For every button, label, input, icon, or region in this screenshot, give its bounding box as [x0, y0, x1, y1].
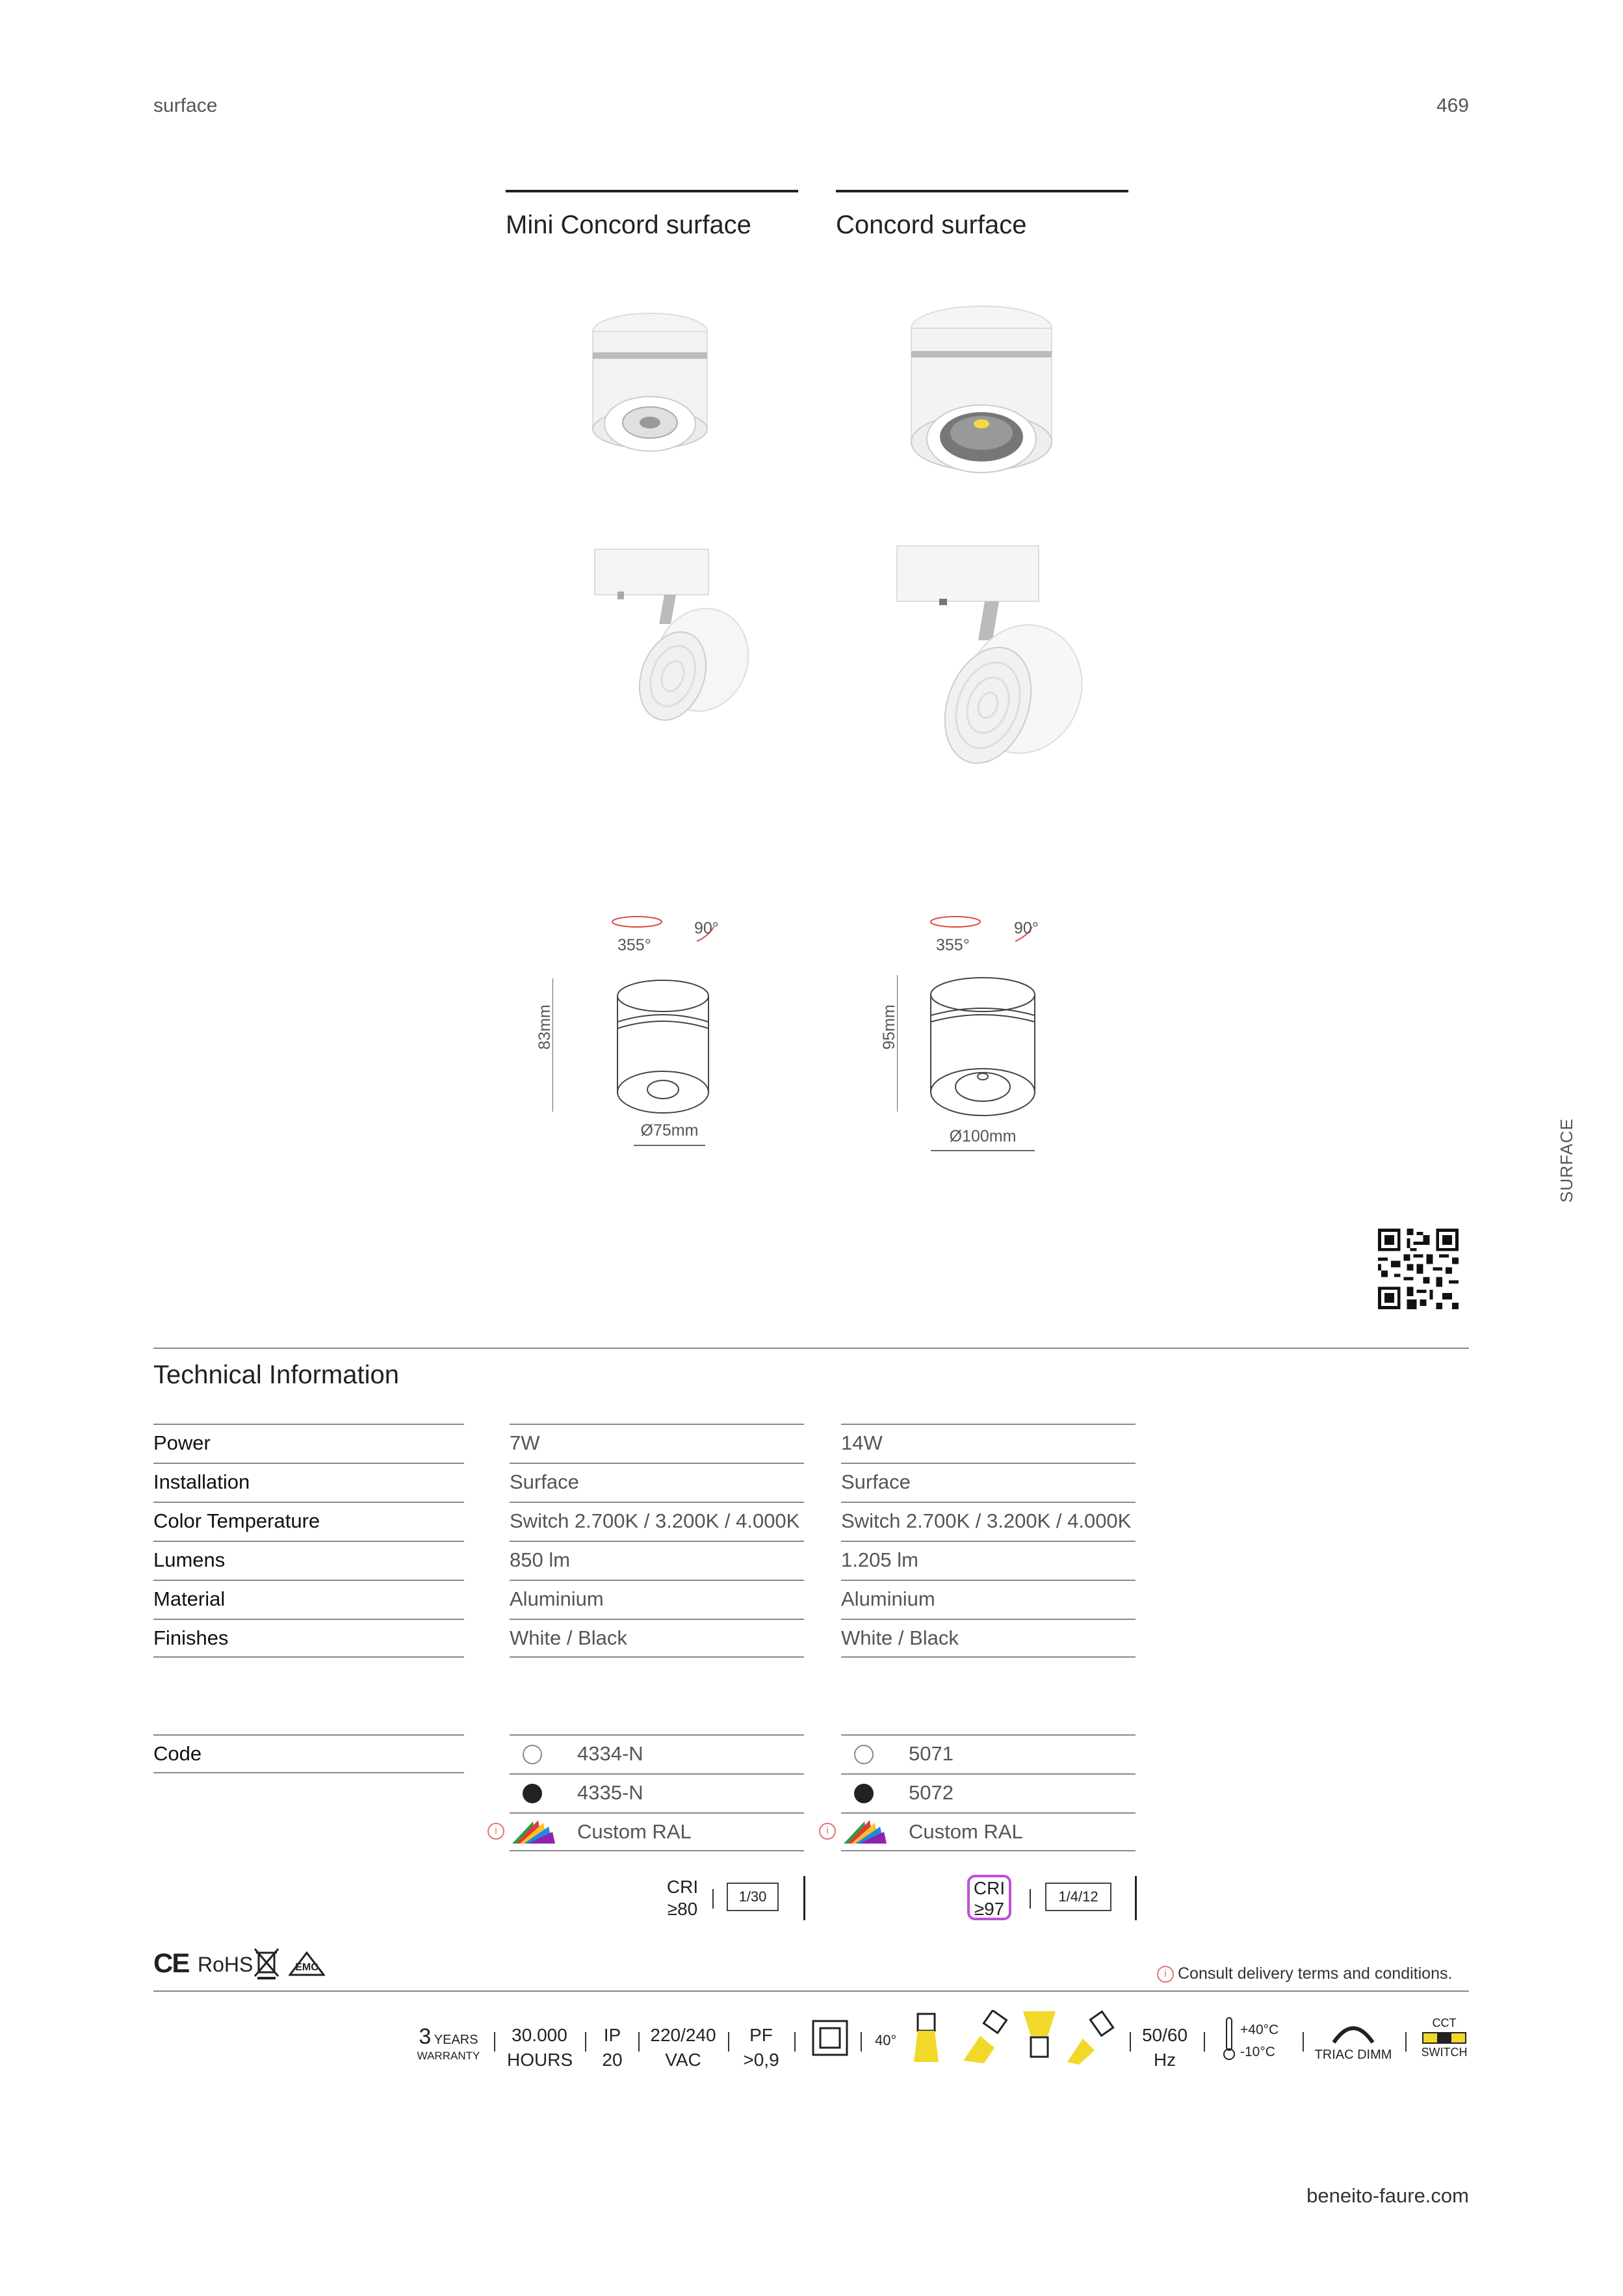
lifetime-hours-icon: 30.000 HOURS [507, 2025, 573, 2070]
frequency-icon: 50/60 Hz [1141, 2025, 1188, 2070]
page-number: 469 [1436, 95, 1469, 116]
spec-label-lumens: Lumens [153, 1541, 464, 1580]
side-section-tab: SURFACE [1557, 1118, 1576, 1203]
operating-temperature: +40°C -10°C [1240, 2022, 1279, 2059]
code-custom-mini: Custom RAL [577, 1820, 692, 1843]
product-rule-concord [836, 190, 1128, 192]
cri-badge-mini: CRI ≥80 [666, 1877, 699, 1919]
black-finish-swatch [523, 1784, 542, 1803]
product-rule-mini [506, 190, 798, 192]
technical-title: Technical Information [153, 1361, 399, 1389]
spec-value-power-concord: 14W [841, 1424, 1136, 1463]
website-link[interactable]: beneito-faure.com [1306, 2184, 1469, 2207]
concord-dimension-drawing [880, 910, 1072, 1157]
voltage-icon: 220/240 VAC [650, 2025, 716, 2070]
spec-value-power-mini: 7W [510, 1424, 804, 1463]
concord-rotation-label: 355° [936, 936, 970, 954]
code-row-black-concord [841, 1773, 1136, 1812]
qr-code[interactable] [1378, 1229, 1459, 1309]
white-finish-swatch [523, 1745, 542, 1764]
code-black-mini: 4335-N [577, 1781, 643, 1804]
spec-value-finishes-mini: White / Black [510, 1619, 804, 1658]
spec-label-material: Material [153, 1580, 464, 1619]
ral-palette-icon [841, 1818, 888, 1846]
code-white-mini: 4334-N [577, 1742, 643, 1765]
code-row-white-concord [841, 1734, 1136, 1773]
code-label: Code [153, 1734, 464, 1773]
concord-front-photo [903, 299, 1059, 488]
spec-label-finishes: Finishes [153, 1619, 464, 1658]
info-icon: i [487, 1823, 504, 1840]
concord-diameter-label: Ø100mm [949, 1127, 1017, 1145]
spec-value-material-concord: Aluminium [841, 1580, 1136, 1619]
code-white-concord: 5071 [909, 1742, 954, 1765]
consult-note: Consult delivery terms and conditions. [1178, 1964, 1453, 1983]
product-title-mini: Mini Concord surface [506, 211, 751, 239]
spec-value-lumens-concord: 1.205 lm [841, 1541, 1136, 1580]
emc-mark-icon: EMC [289, 1950, 325, 1977]
technical-divider [153, 1348, 1469, 1349]
rohs-mark-icon: RoHS [198, 1953, 253, 1976]
code-black-concord: 5072 [909, 1781, 954, 1804]
product-title-concord: Concord surface [836, 211, 1027, 239]
spec-value-color-temperature-concord: Switch 2.700K / 3.200K / 4.000K [841, 1502, 1136, 1541]
spec-value-finishes-concord: White / Black [841, 1619, 1136, 1658]
mini-diameter-label: Ø75mm [640, 1121, 699, 1140]
cri-badge-concord: CRI ≥97 [967, 1875, 1011, 1920]
beam-angle-label: 40° [875, 2032, 897, 2048]
code-row-white-mini [510, 1734, 804, 1773]
warranty-icon: 3 YEARS WARRANTY [417, 2024, 480, 2062]
features-divider [153, 1990, 1469, 1992]
mini-height-label: 83mm [536, 1004, 554, 1050]
concord-dimension-lines [897, 910, 1072, 1157]
ip-rating-icon: IP 20 [602, 2025, 623, 2070]
white-finish-swatch [854, 1745, 874, 1764]
info-icon: i [1157, 1966, 1174, 1983]
ral-palette-icon [510, 1818, 556, 1846]
power-factor-icon: PF >0,9 [743, 2025, 779, 2070]
concord-tilted-photo [894, 543, 1089, 764]
cct-switch-icon: CCT SWITCH [1421, 2016, 1468, 2059]
concord-height-label: 95mm [880, 1004, 898, 1050]
info-icon: i [819, 1823, 836, 1840]
spec-value-color-temperature-mini: Switch 2.700K / 3.200K / 4.000K [510, 1502, 804, 1541]
weee-bin-icon [253, 1946, 279, 1980]
spec-label-color-temperature: Color Temperature [153, 1502, 464, 1541]
black-finish-swatch [854, 1784, 874, 1803]
mini-tilt-label: 90° [694, 919, 719, 937]
ce-mark-icon: CE [153, 1948, 189, 1978]
code-row-black-mini [510, 1773, 804, 1812]
mini-rotation-label: 355° [617, 936, 651, 954]
concord-tilt-label: 90° [1014, 919, 1039, 937]
orientation-icons [909, 2010, 1123, 2065]
spec-value-lumens-mini: 850 lm [510, 1541, 804, 1580]
spec-value-installation-mini: Surface [510, 1463, 804, 1502]
spec-label-installation: Installation [153, 1463, 464, 1502]
spec-value-material-mini: Aluminium [510, 1580, 804, 1619]
spec-label-power: Power [153, 1424, 464, 1463]
class-ii-insulation-icon [811, 2019, 849, 2057]
section-name: surface [153, 95, 218, 116]
spec-value-installation-concord: Surface [841, 1463, 1136, 1502]
pack-box-icon-concord: 1/4/12 [1045, 1883, 1111, 1911]
mini-dimension-drawing [536, 910, 728, 1151]
thermometer-icon [1222, 2016, 1236, 2061]
mini-tilted-photo [591, 546, 760, 728]
pack-box-icon-mini: 1/30 [727, 1883, 779, 1911]
code-custom-concord: Custom RAL [909, 1820, 1023, 1843]
mini-front-photo [585, 306, 715, 468]
